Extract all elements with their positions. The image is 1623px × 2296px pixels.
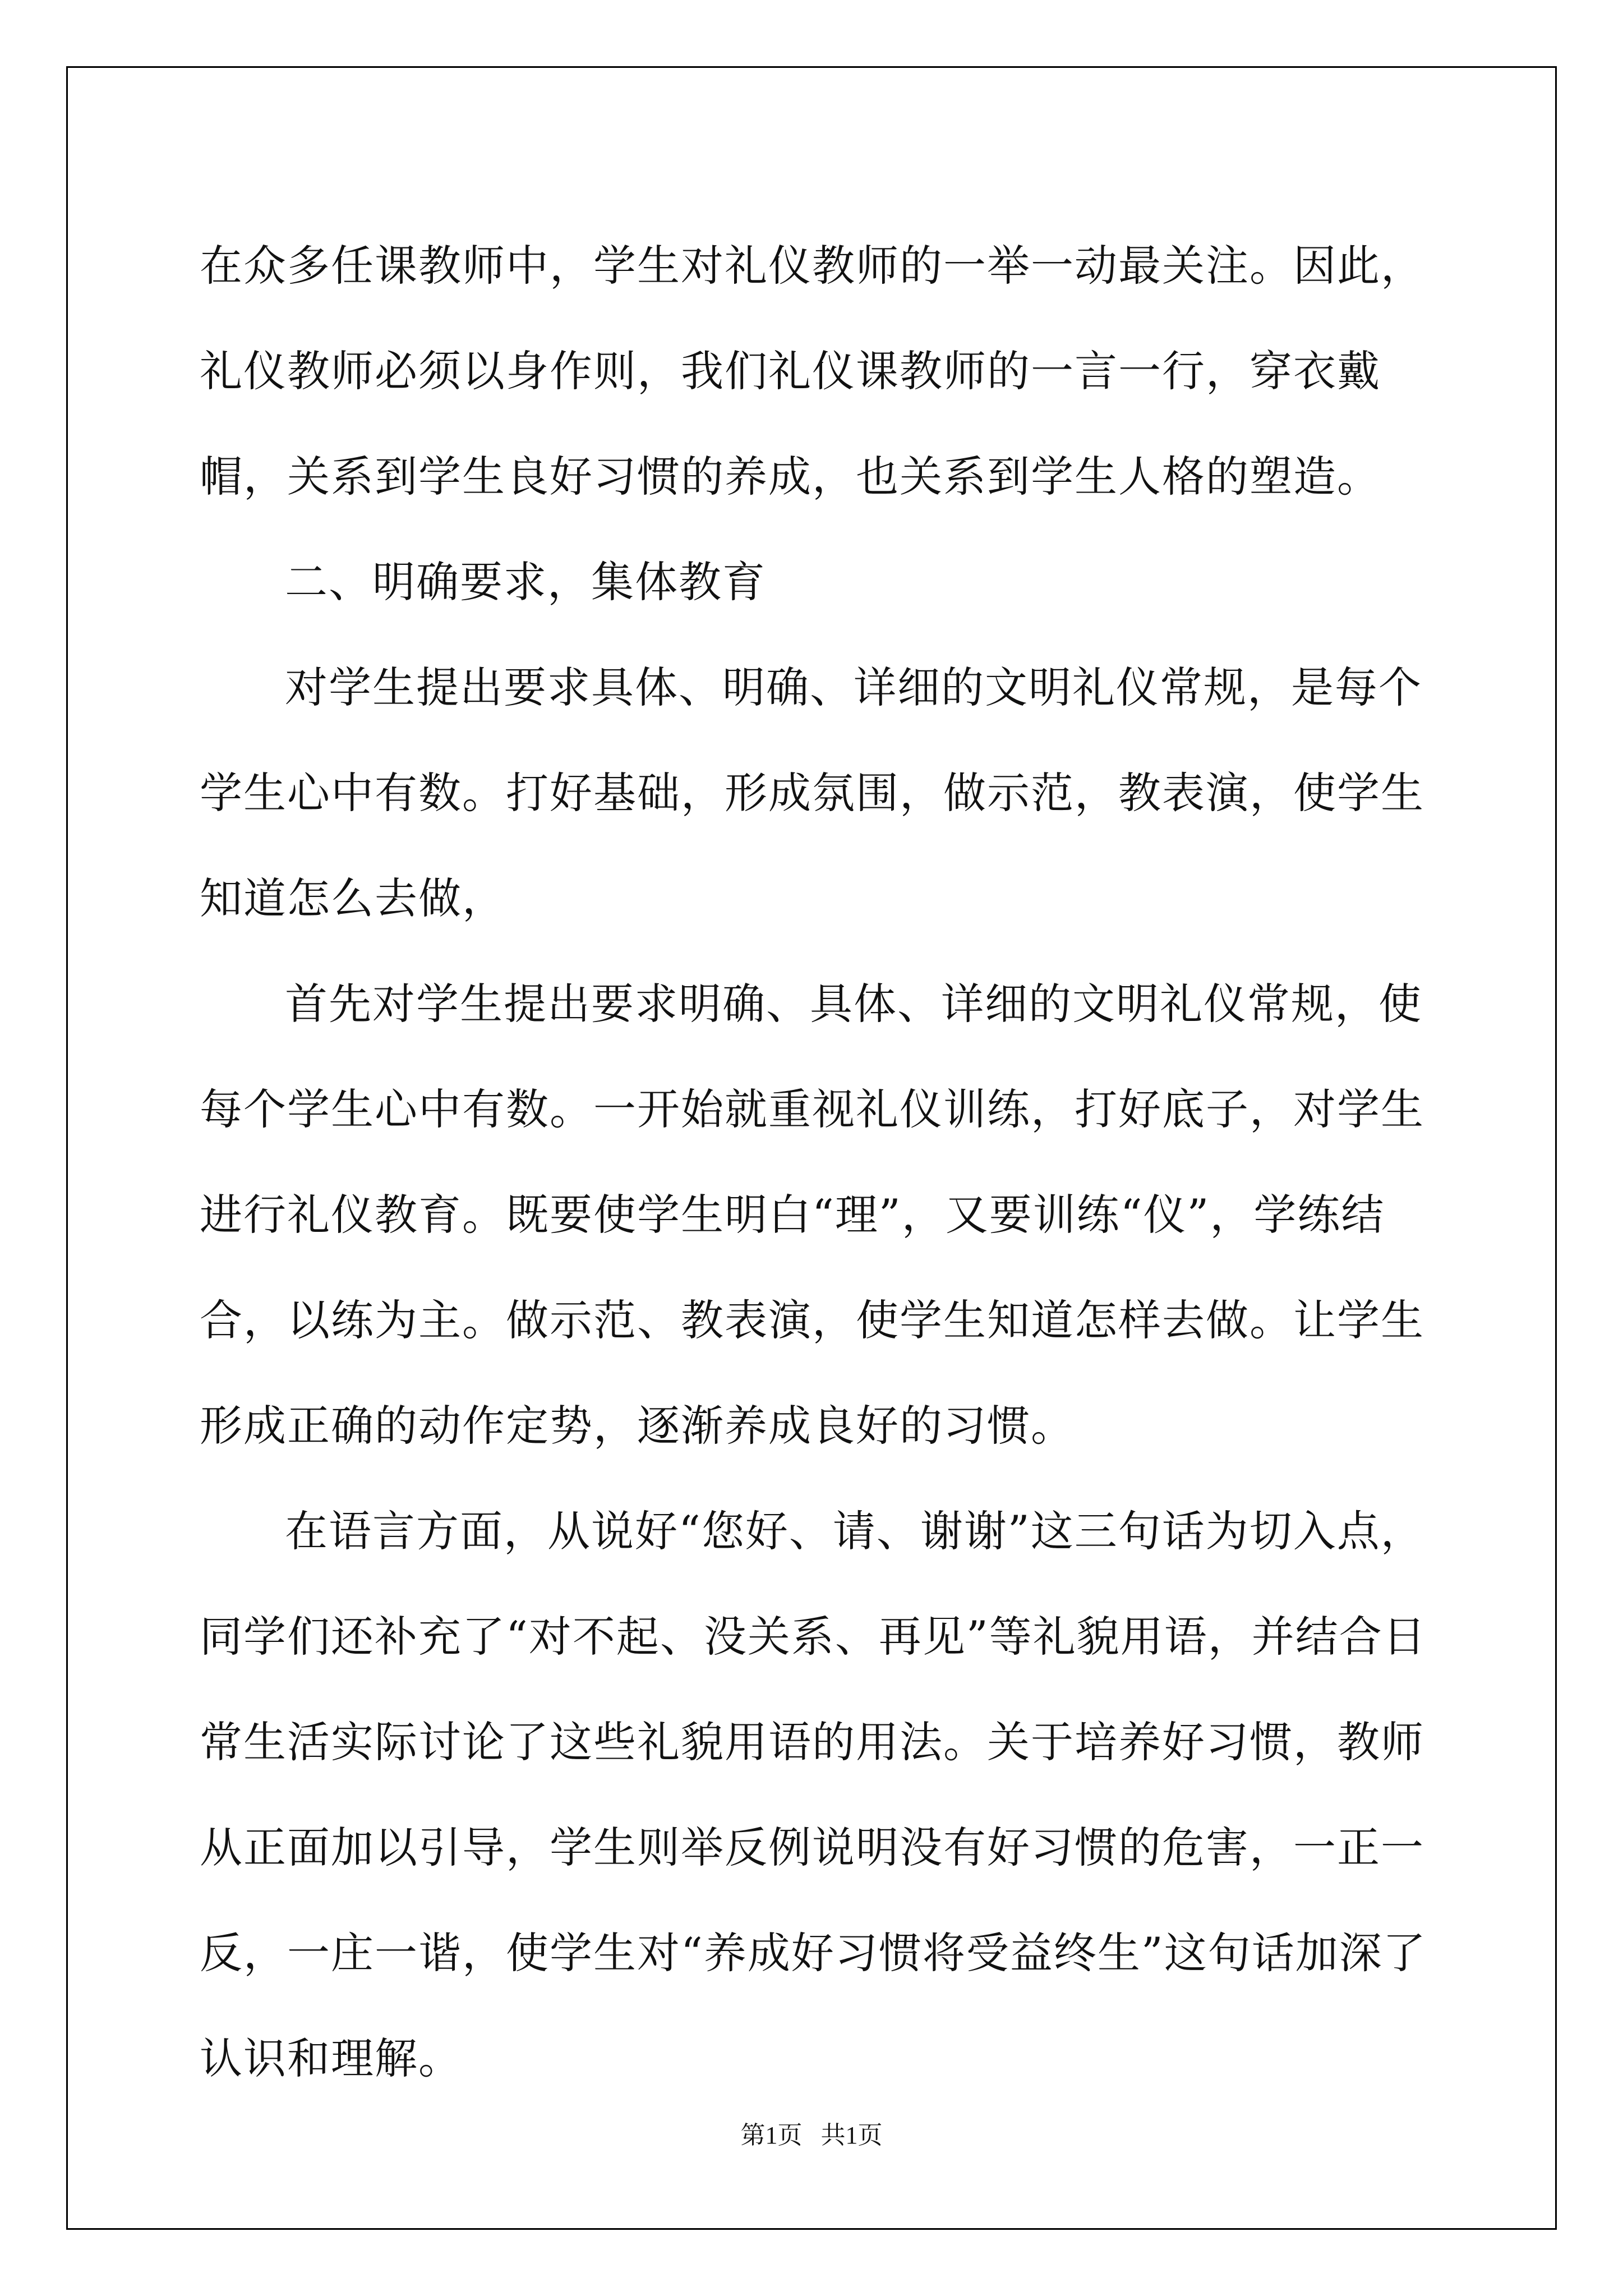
page-total: 共1页 [820, 2122, 883, 2149]
paragraph-5: 在语言方面，从说好“您好、请、谢谢”这三句话为切入点，同学们还补充了“对不起、没关系、再见”等礼貌用语，并结合日常生活实际讨论了这些礼貌用语的用法。关于培养好习惯，教师从正面加以引导，学生则举反例说明没有好习惯的危害，一正一反，一庄一谐，使学生对“养成好习惯将受益终生”这句话加深了认识和理解。 [200, 1506, 1427, 2083]
page-footer [0, 2115, 1623, 2151]
paragraph-2-heading: 二、明确要求，集体教育 [285, 557, 766, 607]
paragraph-1: 在众多任课教师中，学生对礼仪教师的一举一动最关注。因此，礼仪教师必须以身作则，我们礼仪课教师的一言一行，穿衣戴帽，关系到学生良好习惯的养成，也关系到学生人格的塑造。 [200, 241, 1424, 501]
document-body [200, 213, 1456, 2111]
paragraph-4: 首先对学生提出要求明确、具体、详细的文明礼仪常规，使每个学生心中有数。一开始就重视礼仪训练，打好底子，对学生进行礼仪教育。既要使学生明白“理”，又要训练“仪”，学练结合，以练为主。做示范、教表演，使学生知道怎样去做。让学生形成正确的动作定势，逐渐养成良好的习惯。 [200, 979, 1424, 1451]
paragraph-3: 对学生提出要求具体、明确、详细的文明礼仪常规，是每个学生心中有数。打好基础，形成氛围，做示范，教表演，使学生知道怎么去做， [200, 662, 1424, 923]
page-number: 第1页 [740, 2122, 803, 2149]
